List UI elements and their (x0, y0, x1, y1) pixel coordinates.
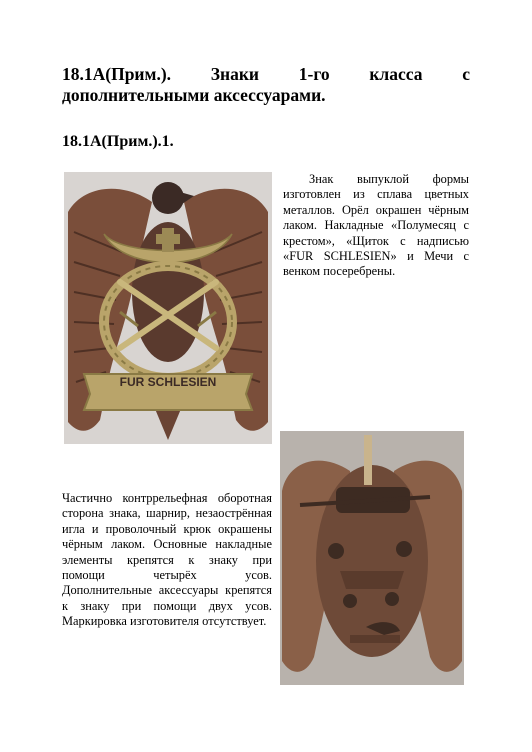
badge-back-illustration (280, 431, 464, 685)
section-heading: 18.1А(Прим.). Знаки 1-го класса с дополнительными аксессуарами. (62, 64, 470, 105)
badge-back-photo (280, 431, 464, 685)
subsection-heading: 18.1А(Прим.).1. (62, 133, 174, 150)
badge-scroll-label: FUR SCHLESIEN (119, 375, 217, 389)
front-description: Знак выпуклой формы изготовлен из сплава цветных металлов. Орёл окрашен чёрным лаком. Накладные «Полумесяц с крестом», «Щиток с надписью «FUR SCHLESIEN» и Мечи с венком посеребрены. (283, 172, 469, 279)
badge-front-photo (64, 172, 272, 444)
badge-front-illustration (64, 172, 272, 444)
back-description: Частично контррельефная оборотная сторона знака, шарнир, незаострённая игла и проволочный крюк окрашены чёрным лаком. Основные накладные элементы крепятся к знаку при помощи четырёх усов. Дополнительные аксессуары крепятся к знаку при помощи двух усов. Маркировка изготовителя отсутствует. (62, 491, 272, 629)
